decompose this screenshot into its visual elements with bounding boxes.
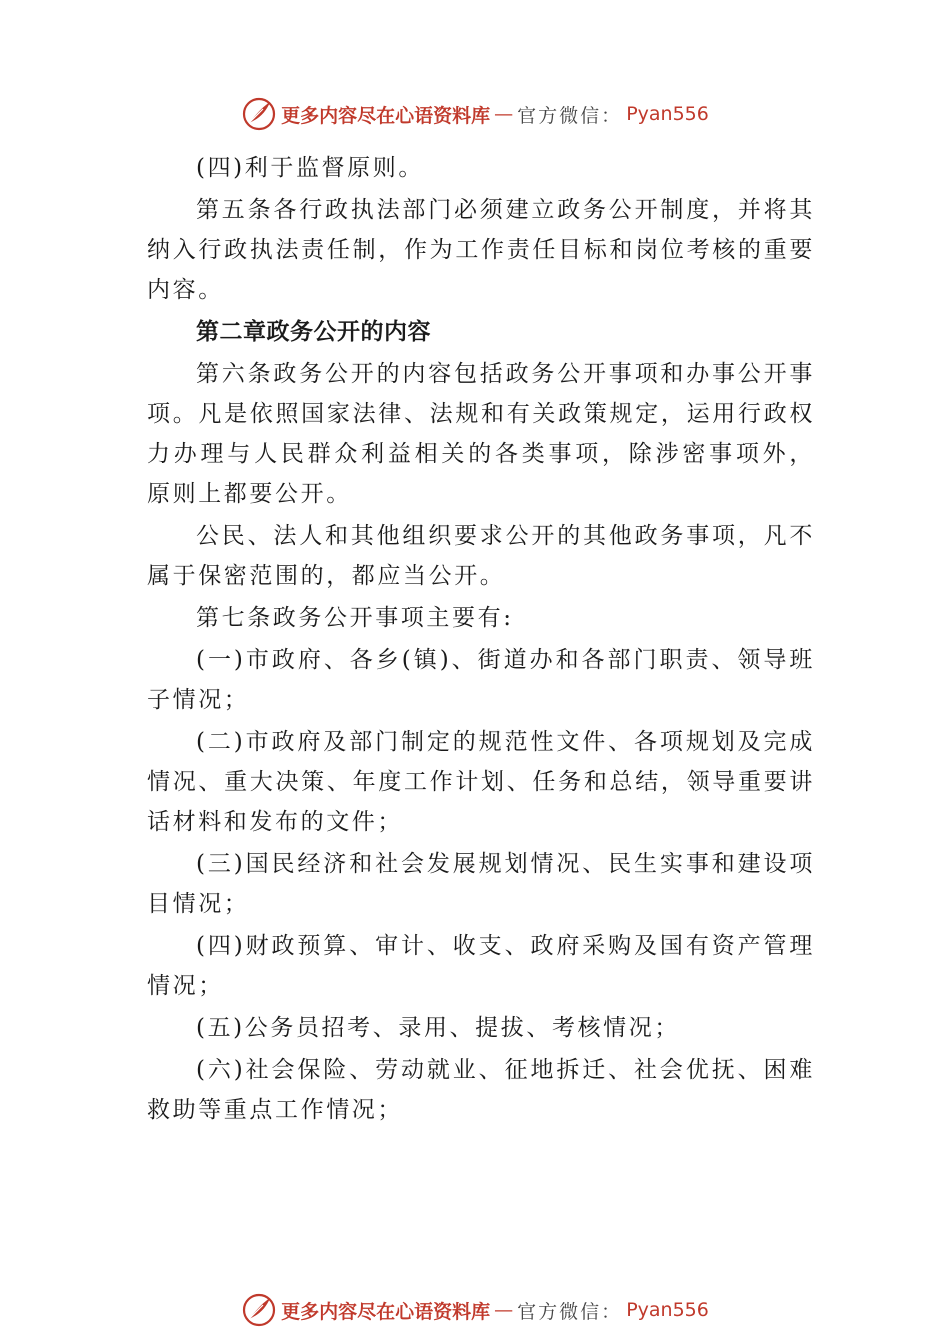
header-banner <box>0 94 950 134</box>
chapter-heading: 第二章政务公开的内容 <box>196 319 431 345</box>
paragraph-article-5: 第五条各行政执法部门必须建立政务公开制度，并将其纳入行政执法责任制，作为工作责任目标和岗位考核的重要内容。 <box>147 197 815 303</box>
paragraph-public-request: 公民、法人和其他组织要求公开的其他政务事项，凡不属于保密范围的，都应当公开。 <box>147 523 815 589</box>
list-item-2: (二)市政府及部门制定的规范性文件、各项规划及完成情况、重大决策、年度工作计划、任务和总结，领导重要讲话材料和发布的文件； <box>147 729 815 835</box>
list-item-6: (六)社会保险、劳动就业、征地拆迁、社会优抚、困难救助等重点工作情况； <box>147 1057 815 1123</box>
list-item-5: (五)公务员招考、录用、提拔、考核情况； <box>196 1015 680 1041</box>
paragraph-article-7: 第七条政务公开事项主要有: <box>196 605 514 631</box>
paragraph-article-6: 第六条政务公开的内容包括政务公开事项和办事公开事项。凡是依照国家法律、法规和有关政策规定，运用行政权力办理与人民群众利益相关的各类事项，除涉密事项外， 原则上都要公开。 <box>147 361 815 507</box>
banner-wechat-id: Pyan556 <box>626 1299 709 1321</box>
banner-main-text: 更多内容尽在心语资料库 <box>281 1300 491 1323</box>
banner-separator: — <box>494 1299 514 1321</box>
list-item-4: (四)财政预算、审计、收支、政府采购及国有资产管理情况； <box>147 933 815 999</box>
feather-logo-icon <box>241 1292 277 1328</box>
banner-wechat-id: Pyan556 <box>626 103 709 125</box>
paragraph-principle-4: (四)利于监督原则。 <box>196 155 424 181</box>
banner-wechat-label: 官方微信： <box>517 104 623 127</box>
list-item-1: (一)市政府、各乡(镇)、街道办和各部门职责、领导班子情况； <box>147 647 815 713</box>
banner-main-text: 更多内容尽在心语资料库 <box>281 104 491 127</box>
list-item-3: (三)国民经济和社会发展规划情况、民生实事和建设项目情况； <box>147 851 815 917</box>
banner-wechat-label: 官方微信： <box>517 1300 623 1323</box>
footer-banner <box>0 1290 950 1330</box>
document-body <box>147 148 815 1130</box>
banner-separator: — <box>494 103 514 125</box>
feather-logo-icon <box>241 96 277 132</box>
